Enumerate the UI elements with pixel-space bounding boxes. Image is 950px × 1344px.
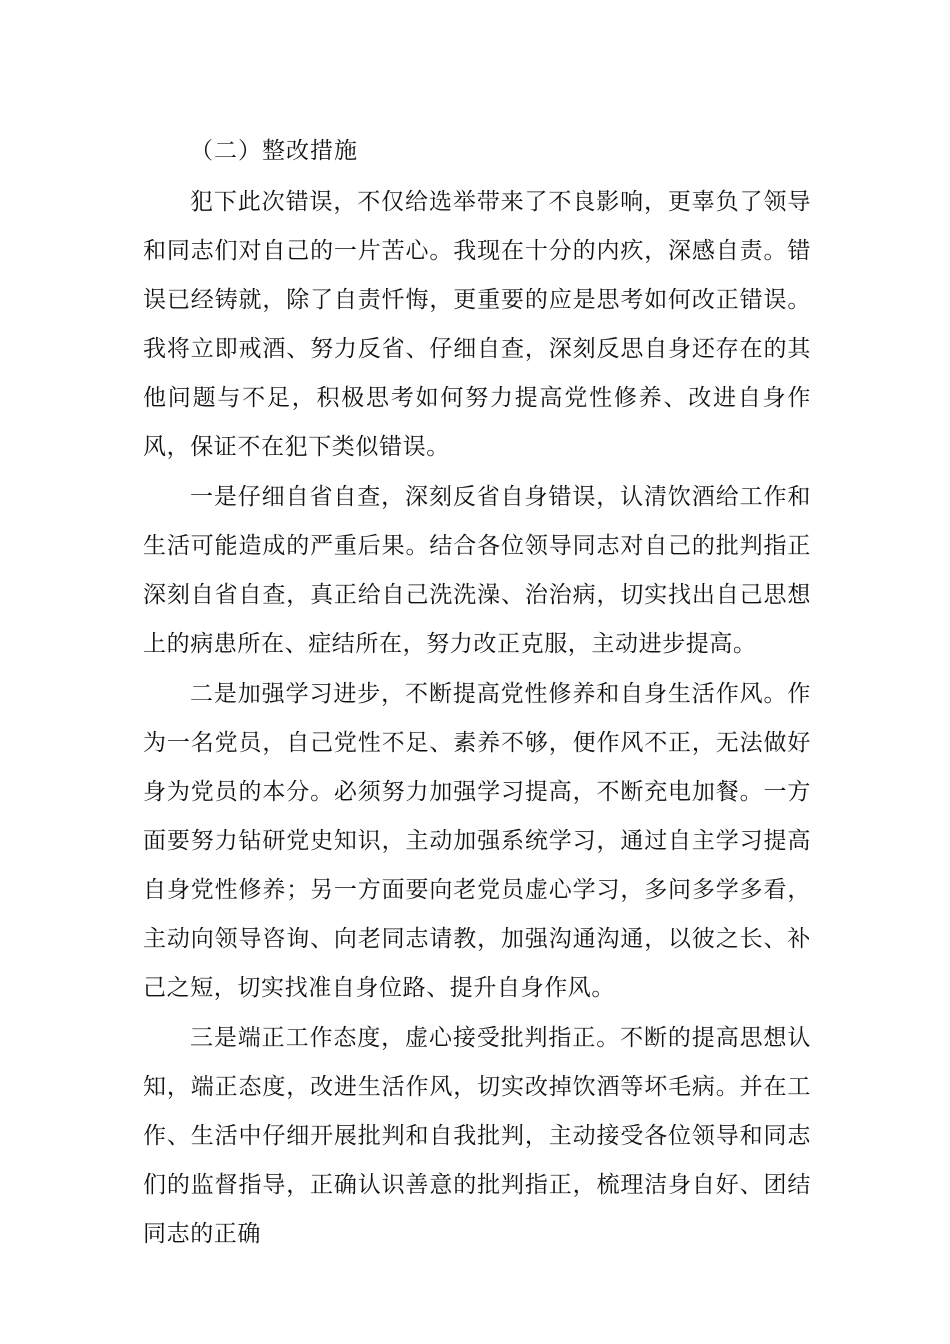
paragraph-measure-one: 一是仔细自省自查，深刻反省自身错误，认清饮酒给工作和生活可能造成的严重后果。结合各位领导同志对自己的批判指正深刻自省自查，真正给自己洗洗澡、治治病，切实找出自己思想上的病患所在、症结所在，努力改正克服，主动进步提高。	[143, 484, 811, 657]
paragraph-measure-three: 三是端正工作态度，虚心接受批判指正。不断的提高思想认知，端正态度，改进生活作风，切实改掉饮酒等坏毛病。并在工作、生活中仔细开展批判和自我批判，主动接受各位领导和同志们的监督指导，正确认识善意的批判指正，梳理洁身自好、团结同志的正确	[143, 1025, 811, 1247]
section-heading: （二）整改措施	[190, 138, 358, 164]
paragraph-measure-two: 二是加强学习进步，不断提高党性修养和自身生活作风。作为一名党员，自己党性不足、素养不够，便作风不正，无法做好身为党员的本分。必须努力加强学习提高，不断充电加餐。一方面要努力钻研党史知识，主动加强系统学习，通过自主学习提高自身党性修养；另一方面要向老党员虚心学习，多问多学多看，主动向领导咨询、向老同志请教，加强沟通沟通，以彼之长、补己之短，切实找准自身位路、提升自身作风。	[143, 681, 811, 1001]
paragraph-intro: 犯下此次错误，不仅给选举带来了不良影响，更辜负了领导和同志们对自己的一片苦心。我现在十分的内疚，深感自责。错误已经铸就，除了自责忏悔，更重要的应是思考如何改正错误。我将立即戒酒、努力反省、仔细自查，深刻反思自身还存在的其他问题与不足，积极思考如何努力提高党性修养、改进自身作风，保证不在犯下类似错误。	[143, 189, 811, 460]
